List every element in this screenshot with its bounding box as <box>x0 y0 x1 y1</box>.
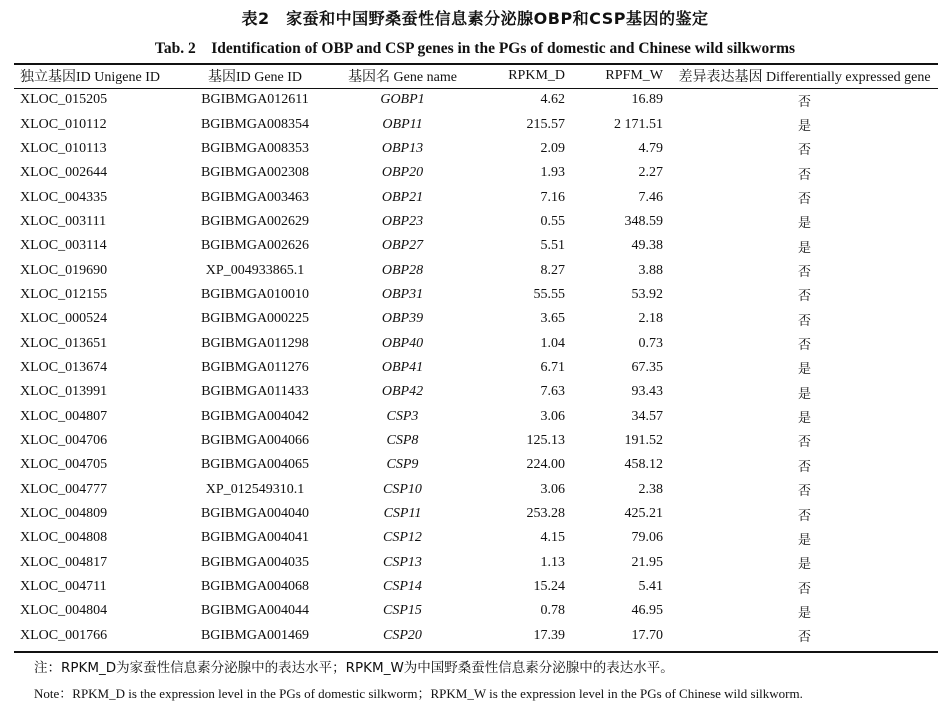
cell-differentially-expressed: 否 <box>797 581 811 597</box>
cell-rpfm-w: 0.73 <box>638 335 663 351</box>
cell-rpfm-w: 21.95 <box>631 554 663 570</box>
cell-rpkm-d: 6.71 <box>540 359 565 375</box>
table-title-english: Tab. 2 Identification of OBP and CSP genes in the PGs of domestic and Chinese wild silkworms <box>154 40 796 57</box>
cell-rpkm-d: 224.00 <box>526 457 565 473</box>
cell-unigene-id: XLOC_004807 <box>20 408 108 424</box>
table-row <box>14 88 938 112</box>
cell-rpfm-w: 34.57 <box>631 408 663 424</box>
cell-gene-id: BGIBMGA008354 <box>200 116 310 132</box>
cell-gene-name: CSP8 <box>386 432 419 448</box>
cell-rpkm-d: 0.78 <box>540 603 565 619</box>
table-row <box>14 502 938 526</box>
cell-rpkm-d: 1.04 <box>540 335 565 351</box>
cell-gene-name: CSP20 <box>383 627 422 643</box>
cell-gene-id: BGIBMGA001469 <box>200 627 310 643</box>
cell-gene-name: CSP3 <box>386 408 419 424</box>
cell-differentially-expressed: 是 <box>797 605 811 621</box>
cell-rpfm-w: 4.79 <box>638 140 663 156</box>
cell-gene-name: CSP9 <box>386 457 419 473</box>
cell-differentially-expressed: 否 <box>797 289 811 305</box>
cell-unigene-id: XLOC_004711 <box>20 579 107 595</box>
cell-gene-id: BGIBMGA004042 <box>200 408 310 424</box>
cell-unigene-id: XLOC_019690 <box>20 262 108 278</box>
cell-rpkm-d: 7.16 <box>540 189 565 205</box>
cell-gene-name: OBP27 <box>381 238 424 254</box>
cell-unigene-id: XLOC_013651 <box>20 335 108 351</box>
cell-unigene-id: XLOC_010112 <box>20 116 107 132</box>
table-row <box>14 453 938 477</box>
cell-gene-id: BGIBMGA004068 <box>200 579 310 595</box>
cell-gene-name: CSP14 <box>383 579 422 595</box>
cell-rpkm-d: 17.39 <box>533 627 565 643</box>
note-english: Note：RPKM_D is the expression level in the PGs of domestic silkworm；RPKM_W is the expression level in the PGs of Chinese wild silkworm. <box>34 686 803 701</box>
cell-rpkm-d: 3.06 <box>540 481 565 497</box>
cell-differentially-expressed: 否 <box>797 435 811 451</box>
cell-unigene-id: XLOC_001766 <box>20 627 108 643</box>
table-row <box>14 331 938 355</box>
cell-unigene-id: XLOC_004335 <box>20 189 108 205</box>
cell-rpfm-w: 191.52 <box>624 432 663 448</box>
cell-rpfm-w: 16.89 <box>631 92 663 108</box>
table-row <box>14 283 938 307</box>
cell-gene-name: CSP10 <box>383 481 422 497</box>
cell-rpfm-w: 2 171.51 <box>614 116 663 132</box>
cell-differentially-expressed: 是 <box>797 532 811 548</box>
cell-unigene-id: XLOC_004804 <box>20 603 108 619</box>
cell-rpkm-d: 15.24 <box>533 579 565 595</box>
cell-gene-id: BGIBMGA011433 <box>201 384 309 400</box>
header-unigene-id: 独立基因ID Unigene ID <box>20 70 160 85</box>
cell-gene-id: BGIBMGA002626 <box>200 238 310 254</box>
cell-gene-id: BGIBMGA011276 <box>201 359 309 375</box>
cell-rpkm-d: 125.13 <box>526 432 565 448</box>
cell-gene-id: BGIBMGA010010 <box>200 286 310 302</box>
cell-rpfm-w: 7.46 <box>638 189 663 205</box>
table-row <box>14 185 938 209</box>
cell-differentially-expressed: 是 <box>797 386 811 402</box>
header-gene-id: 基因ID Gene ID <box>207 70 303 85</box>
cell-rpkm-d: 3.65 <box>540 311 565 327</box>
table-row <box>14 210 938 234</box>
table-body <box>14 88 938 648</box>
table-row <box>14 380 938 404</box>
cell-gene-name: OBP13 <box>381 140 424 156</box>
table-row <box>14 599 938 623</box>
table-row <box>14 429 938 453</box>
cell-rpkm-d: 5.51 <box>540 238 565 254</box>
cell-gene-name: OBP20 <box>381 165 424 181</box>
cell-gene-id: BGIBMGA011298 <box>201 335 309 351</box>
cell-unigene-id: XLOC_015205 <box>20 92 108 108</box>
cell-gene-name: OBP23 <box>381 213 424 229</box>
cell-gene-id: BGIBMGA004065 <box>200 457 310 473</box>
cell-rpkm-d: 7.63 <box>540 384 565 400</box>
cell-differentially-expressed: 否 <box>797 265 811 281</box>
cell-rpfm-w: 17.70 <box>631 627 663 643</box>
cell-rpkm-d: 215.57 <box>526 116 565 132</box>
cell-differentially-expressed: 是 <box>797 411 811 427</box>
cell-rpkm-d: 1.93 <box>540 165 565 181</box>
cell-rpfm-w: 79.06 <box>631 530 663 546</box>
cell-rpkm-d: 55.55 <box>533 286 565 302</box>
cell-gene-id: BGIBMGA008353 <box>200 140 310 156</box>
cell-gene-name: OBP28 <box>381 262 424 278</box>
cell-gene-id: BGIBMGA004044 <box>200 603 310 619</box>
cell-rpfm-w: 2.18 <box>638 311 663 327</box>
cell-rpfm-w: 46.95 <box>631 603 663 619</box>
cell-gene-name: OBP21 <box>381 189 424 205</box>
cell-gene-name: CSP15 <box>383 603 422 619</box>
cell-differentially-expressed: 否 <box>797 167 811 183</box>
cell-gene-name: OBP31 <box>381 286 424 302</box>
table-row <box>14 258 938 282</box>
table-header-row <box>14 64 938 88</box>
cell-gene-name: CSP13 <box>383 554 422 570</box>
note-chinese: 注：RPKM_D为家蚕性信息素分泌腺中的表达水平；RPKM_W为中国野桑蚕性信息素分泌腺中的表达水平。 <box>34 660 674 676</box>
cell-gene-name: CSP11 <box>383 506 422 522</box>
table-row <box>14 478 938 502</box>
cell-unigene-id: XLOC_004808 <box>20 530 108 546</box>
table-row <box>14 624 938 648</box>
cell-rpkm-d: 4.62 <box>540 92 565 108</box>
cell-differentially-expressed: 否 <box>797 94 811 110</box>
table-row <box>14 575 938 599</box>
cell-rpfm-w: 53.92 <box>631 286 663 302</box>
cell-differentially-expressed: 否 <box>797 338 811 354</box>
table-row <box>14 307 938 331</box>
cell-rpkm-d: 3.06 <box>540 408 565 424</box>
cell-unigene-id: XLOC_013674 <box>20 359 108 375</box>
cell-gene-name: OBP11 <box>382 116 423 132</box>
cell-rpfm-w: 2.27 <box>638 165 663 181</box>
table-row <box>14 404 938 428</box>
cell-rpfm-w: 3.88 <box>638 262 663 278</box>
cell-differentially-expressed: 否 <box>797 508 811 524</box>
cell-rpkm-d: 253.28 <box>526 506 565 522</box>
cell-gene-name: OBP42 <box>381 384 424 400</box>
cell-rpkm-d: 1.13 <box>540 554 565 570</box>
cell-differentially-expressed: 是 <box>797 557 811 573</box>
cell-unigene-id: XLOC_012155 <box>20 286 108 302</box>
cell-differentially-expressed: 否 <box>797 313 811 329</box>
header-differentially-expressed: 差异表达基因 Differentially expressed gene <box>678 70 931 85</box>
cell-gene-id: BGIBMGA002308 <box>200 165 310 181</box>
cell-differentially-expressed: 否 <box>797 459 811 475</box>
cell-rpfm-w: 5.41 <box>638 579 663 595</box>
cell-unigene-id: XLOC_000524 <box>20 311 108 327</box>
cell-unigene-id: XLOC_004706 <box>20 432 108 448</box>
cell-gene-id: BGIBMGA012611 <box>201 92 309 108</box>
cell-unigene-id: XLOC_013991 <box>20 384 108 400</box>
cell-rpkm-d: 0.55 <box>540 213 565 229</box>
table-row <box>14 526 938 550</box>
table-row <box>14 112 938 136</box>
cell-unigene-id: XLOC_004705 <box>20 457 108 473</box>
cell-differentially-expressed: 是 <box>797 216 811 232</box>
table-title-chinese: 表2 家蚕和中国野桑蚕性信息素分泌腺OBP和CSP基因的鉴定 <box>241 9 709 28</box>
cell-unigene-id: XLOC_004809 <box>20 506 108 522</box>
cell-gene-id: BGIBMGA004035 <box>200 554 310 570</box>
table-row <box>14 234 938 258</box>
cell-rpfm-w: 2.38 <box>638 481 663 497</box>
cell-gene-id: BGIBMGA004040 <box>200 506 310 522</box>
cell-gene-id: BGIBMGA002629 <box>200 213 310 229</box>
cell-differentially-expressed: 是 <box>797 362 811 378</box>
cell-gene-id: BGIBMGA004041 <box>200 530 310 546</box>
cell-gene-id: BGIBMGA003463 <box>200 189 310 205</box>
header-rpfm-w: RPFM_W <box>605 68 663 83</box>
cell-differentially-expressed: 是 <box>797 119 811 135</box>
header-gene-name: 基因名 Gene name <box>348 70 457 85</box>
cell-differentially-expressed: 否 <box>797 192 811 208</box>
cell-rpfm-w: 348.59 <box>624 213 663 229</box>
table-row <box>14 356 938 380</box>
cell-unigene-id: XLOC_010113 <box>20 140 107 156</box>
cell-gene-id: BGIBMGA004066 <box>200 432 310 448</box>
cell-gene-name: OBP41 <box>381 359 424 375</box>
cell-unigene-id: XLOC_002644 <box>20 165 108 181</box>
cell-gene-id: XP_004933865.1 <box>205 262 305 278</box>
cell-rpfm-w: 425.21 <box>624 506 663 522</box>
cell-gene-name: CSP12 <box>383 530 422 546</box>
table-row <box>14 161 938 185</box>
cell-differentially-expressed: 否 <box>797 484 811 500</box>
cell-differentially-expressed: 否 <box>797 143 811 159</box>
cell-gene-name: GOBP1 <box>380 92 425 108</box>
cell-rpkm-d: 8.27 <box>540 262 565 278</box>
cell-rpfm-w: 458.12 <box>624 457 663 473</box>
gene-table <box>14 64 938 648</box>
table-row <box>14 137 938 161</box>
header-rpkm-d: RPKM_D <box>508 68 565 83</box>
cell-unigene-id: XLOC_003114 <box>20 238 107 254</box>
cell-rpkm-d: 4.15 <box>540 530 565 546</box>
cell-gene-name: OBP40 <box>381 335 424 351</box>
cell-differentially-expressed: 是 <box>797 240 811 256</box>
cell-differentially-expressed: 否 <box>797 630 811 646</box>
table-row <box>14 551 938 575</box>
cell-unigene-id: XLOC_004777 <box>20 481 108 497</box>
cell-unigene-id: XLOC_004817 <box>20 554 108 570</box>
cell-gene-name: OBP39 <box>381 311 424 327</box>
cell-rpfm-w: 93.43 <box>631 384 663 400</box>
cell-gene-id: BGIBMGA000225 <box>200 311 310 327</box>
cell-rpkm-d: 2.09 <box>540 140 565 156</box>
cell-rpfm-w: 49.38 <box>631 238 663 254</box>
cell-rpfm-w: 67.35 <box>631 359 663 375</box>
cell-unigene-id: XLOC_003111 <box>20 213 107 229</box>
table-bottom-rule <box>14 651 938 653</box>
cell-gene-id: XP_012549310.1 <box>205 481 305 497</box>
